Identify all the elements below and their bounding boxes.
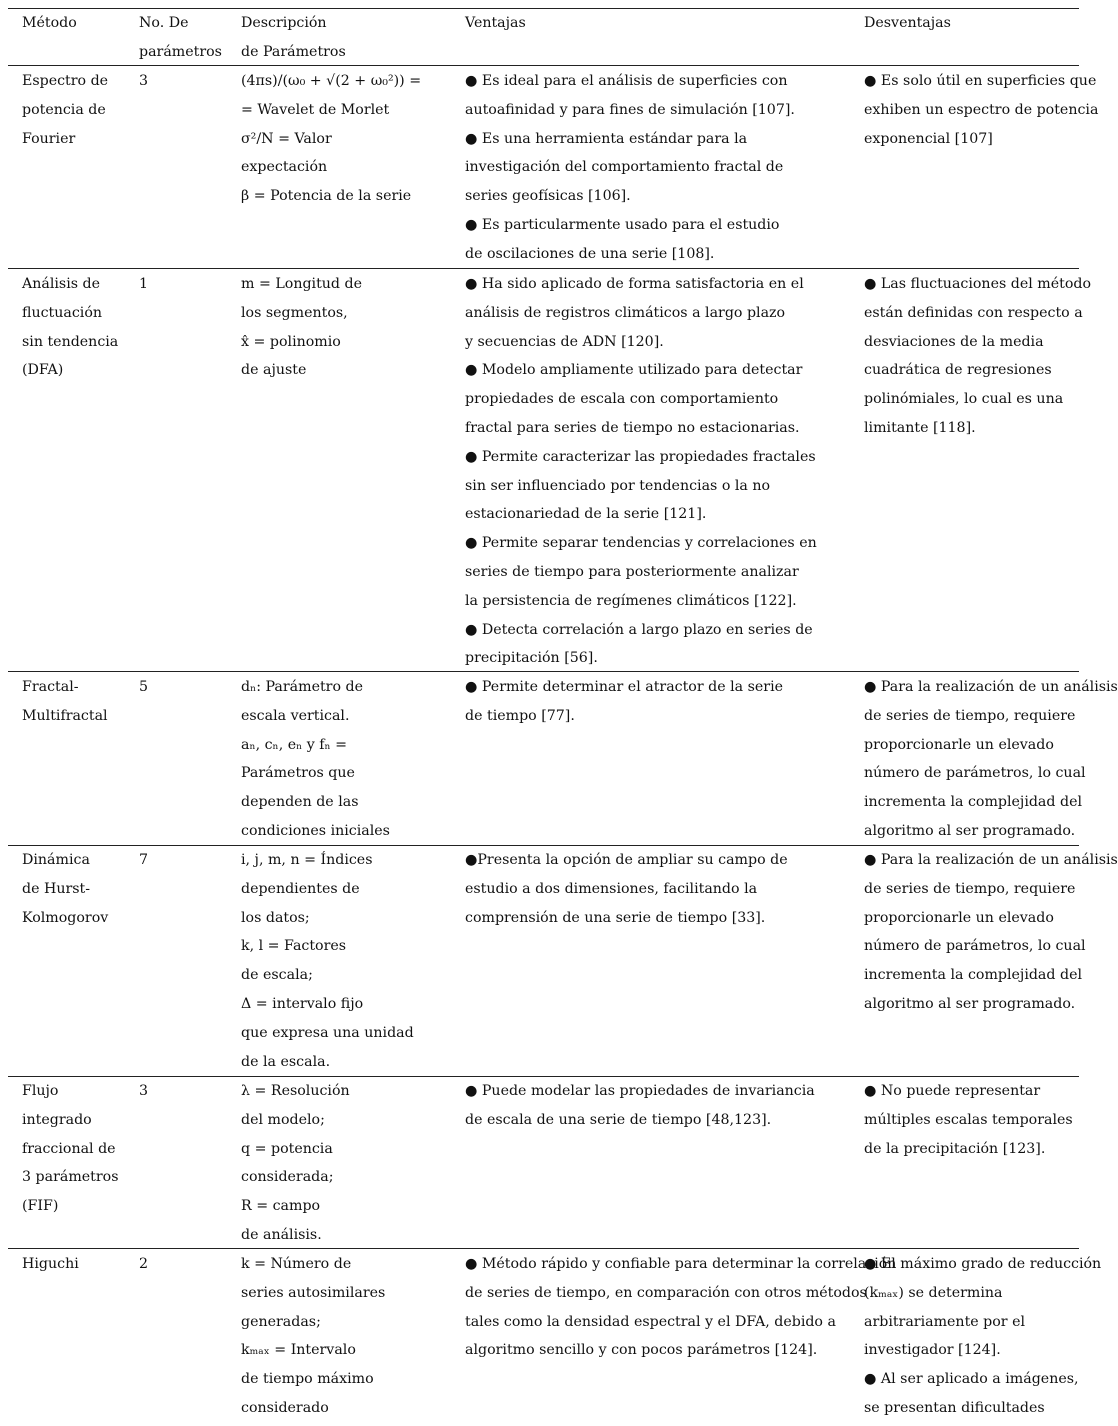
row-fractal-ventajas-line: de tiempo [77].	[465, 707, 575, 724]
row-hurst-desventajas-line: ● Para la realización de un análisis	[864, 852, 1118, 868]
header-desventajas-line: Desventajas	[864, 15, 951, 31]
header-no-parametros	[139, 9, 222, 67]
row-dfa-ventajas-line: series de tiempo para posteriormente analizar	[465, 563, 799, 580]
row-espectro-ventajas-line: ● Es una herramienta estándar para la	[465, 130, 748, 147]
row-dfa-ventajas-line: la persistencia de regímenes climáticos [122].	[465, 592, 797, 609]
row-rule	[8, 671, 1079, 672]
row-higuchi-ventajas-line: tales como la densidad espectral y el DFA, debido a	[465, 1313, 836, 1330]
row-fractal-descripcion-line: Parámetros que	[241, 765, 355, 782]
row-higuchi-desventajas-line: arbitrariamente por el	[864, 1313, 1026, 1330]
row-higuchi-desventajas-line: ● El máximo grado de reducción	[864, 1256, 1102, 1272]
row-hurst-descripcion-line: dependientes de	[241, 880, 360, 897]
row-espectro-descripcion-line: σ²/N = Valor	[241, 130, 332, 147]
row-rule	[8, 1248, 1079, 1249]
row-dfa-descripcion-line: de ajuste	[241, 362, 307, 379]
row-fif-desventajas-line: múltiples escalas temporales	[864, 1111, 1073, 1128]
row-hurst-ventajas-line: comprensión de una serie de tiempo [33].	[465, 909, 766, 926]
row-espectro-desventajas-line: exponencial [107]	[864, 130, 993, 147]
row-higuchi-no-params	[139, 1250, 148, 1279]
row-hurst-metodo	[22, 846, 108, 932]
row-fractal-metodo-line: Fractal-	[22, 679, 79, 695]
row-espectro-desventajas-line: ● Es solo útil en superficies que	[864, 73, 1097, 89]
row-fractal-descripcion	[241, 673, 390, 846]
row-espectro-ventajas-line: de oscilaciones de una serie [108].	[465, 245, 715, 262]
row-hurst-descripcion-line: k, l = Factores	[241, 938, 347, 955]
row-higuchi-descripcion	[241, 1250, 385, 1423]
header-ventajas-line: Ventajas	[465, 15, 526, 31]
row-fractal-descripcion-line: aₙ, cₙ, eₙ y fₙ =	[241, 736, 348, 753]
row-fif-metodo-line: fraccional de	[22, 1140, 116, 1157]
row-higuchi-desventajas-line: ● Al ser aplicado a imágenes,	[864, 1371, 1079, 1388]
row-hurst-descripcion-line: que expresa una unidad	[241, 1024, 414, 1041]
row-dfa-desventajas-line: desviaciones de la media	[864, 333, 1044, 350]
row-dfa-descripcion-line: x̂ = polinomio	[241, 333, 341, 350]
row-fif-metodo-line: integrado	[22, 1111, 92, 1128]
row-dfa-ventajas-line: y secuencias de ADN [120].	[465, 333, 664, 350]
row-dfa-metodo	[22, 270, 118, 385]
row-fractal-descripcion-line: dependen de las	[241, 794, 359, 811]
row-hurst-no-params-line: 7	[139, 852, 149, 868]
row-higuchi-descripcion-line: de tiempo máximo	[241, 1371, 374, 1388]
row-dfa-ventajas-line: estacionariedad de la serie [121].	[465, 506, 707, 523]
row-dfa-ventajas-line: precipitación [56].	[465, 650, 598, 667]
row-fif-ventajas	[465, 1077, 815, 1135]
row-espectro-ventajas-line: investigación del comportamiento fractal de	[465, 159, 784, 176]
row-dfa-desventajas-line: cuadrática de regresiones	[864, 362, 1052, 379]
row-hurst-desventajas-line: incrementa la complejidad del	[864, 967, 1083, 984]
row-dfa-metodo-line: fluctuación	[22, 304, 103, 321]
row-espectro-metodo-line: Fourier	[22, 130, 76, 147]
row-fractal-no-params	[139, 673, 148, 702]
row-espectro-no-params-line: 3	[139, 73, 149, 89]
row-hurst-ventajas	[465, 846, 788, 932]
row-higuchi-desventajas-line: investigador [124].	[864, 1342, 1001, 1359]
row-hurst-descripcion	[241, 846, 414, 1076]
row-fif-ventajas-line: ● Puede modelar las propiedades de invariancia	[465, 1083, 815, 1099]
row-dfa-desventajas-line: limitante [118].	[864, 419, 976, 436]
row-fractal-desventajas-line: de series de tiempo, requiere	[864, 707, 1076, 724]
row-espectro-descripcion-line: (4πs)/(ω₀ + √(2 + ω₀²)) =	[241, 73, 422, 89]
row-fractal-desventajas	[864, 673, 1118, 846]
row-fif-desventajas-line: ● No puede representar	[864, 1083, 1041, 1099]
row-hurst-ventajas-line: estudio a dos dimensiones, facilitando la	[465, 880, 758, 897]
row-espectro-descripcion-line: expectación	[241, 159, 328, 176]
row-dfa-desventajas-line: están definidas con respecto a	[864, 304, 1083, 321]
row-fractal-metodo	[22, 673, 108, 731]
row-espectro-ventajas-line: series geofísicas [106].	[465, 188, 631, 205]
row-dfa-desventajas-line: ● Las fluctuaciones del método	[864, 276, 1091, 292]
row-fif-no-params-line: 3	[139, 1083, 149, 1099]
row-dfa-ventajas-line: ● Modelo ampliamente utilizado para detectar	[465, 362, 803, 379]
header-metodo-line: Método	[22, 15, 77, 31]
row-higuchi-no-params-line: 2	[139, 1256, 149, 1272]
row-fif-no-params	[139, 1077, 148, 1106]
header-ventajas	[465, 9, 526, 38]
row-higuchi-ventajas-line: algoritmo sencillo y con pocos parámetros [124].	[465, 1342, 818, 1359]
row-higuchi-desventajas-line: (kₘₐₓ) se determina	[864, 1284, 1003, 1301]
row-higuchi-ventajas-line: ● Método rápido y confiable para determinar la correlación	[465, 1256, 897, 1272]
row-fif-descripcion	[241, 1077, 350, 1250]
row-fif-ventajas-line: de escala de una serie de tiempo [48,123].	[465, 1111, 772, 1128]
row-dfa-metodo-line: (DFA)	[22, 362, 64, 379]
header-no-parametros-line: No. De	[139, 15, 189, 31]
header-rule	[8, 65, 1079, 66]
row-higuchi-descripcion-line: series autosimilares	[241, 1284, 386, 1301]
header-desventajas	[864, 9, 951, 38]
row-fractal-desventajas-line: número de parámetros, lo cual	[864, 765, 1086, 782]
row-hurst-descripcion-line: de escala;	[241, 967, 313, 984]
row-fractal-descripcion-line: dₙ: Parámetro de	[241, 679, 363, 695]
row-fif-metodo-line: (FIF)	[22, 1198, 59, 1215]
row-fif-desventajas-line: de la precipitación [123].	[864, 1140, 1046, 1157]
header-descripcion-line: Descripción	[241, 15, 327, 31]
row-hurst-no-params	[139, 846, 148, 875]
row-hurst-desventajas	[864, 846, 1118, 1019]
row-fractal-metodo-line: Multifractal	[22, 707, 108, 724]
row-higuchi-descripcion-line: generadas;	[241, 1313, 321, 1330]
row-dfa-desventajas-line: polinómiales, lo cual es una	[864, 391, 1064, 408]
row-espectro-descripcion-line: = Wavelet de Morlet	[241, 101, 390, 118]
row-fractal-descripcion-line: escala vertical.	[241, 707, 350, 724]
row-hurst-desventajas-line: algoritmo al ser programado.	[864, 995, 1076, 1012]
row-dfa-ventajas	[465, 270, 817, 673]
row-higuchi-metodo	[22, 1250, 79, 1279]
row-hurst-descripcion-line: i, j, m, n = Índices	[241, 852, 373, 868]
row-higuchi-desventajas-line: se presentan dificultades	[864, 1399, 1045, 1416]
row-hurst-descripcion-line: de la escala.	[241, 1053, 331, 1070]
row-hurst-metodo-line: Dinámica	[22, 852, 90, 868]
row-dfa-desventajas	[864, 270, 1091, 443]
row-fractal-descripcion-line: condiciones iniciales	[241, 822, 390, 839]
row-espectro-descripcion	[241, 67, 421, 211]
row-fif-descripcion-line: de análisis.	[241, 1226, 322, 1243]
header-descripcion-line: de Parámetros	[241, 43, 346, 60]
row-higuchi-descripcion-line: k = Número de	[241, 1256, 352, 1272]
row-hurst-metodo-line: Kolmogorov	[22, 909, 109, 926]
row-dfa-metodo-line: Análisis de	[22, 276, 101, 292]
row-espectro-metodo-line: Espectro de	[22, 73, 109, 89]
row-fractal-desventajas-line: proporcionarle un elevado	[864, 736, 1054, 753]
row-fif-descripcion-line: considerada;	[241, 1169, 334, 1186]
row-fif-metodo-line: Flujo	[22, 1083, 59, 1099]
row-espectro-descripcion-line: β = Potencia de la serie	[241, 188, 412, 205]
row-espectro-no-params	[139, 67, 148, 96]
row-dfa-no-params	[139, 270, 148, 299]
row-higuchi-ventajas	[465, 1250, 896, 1365]
row-dfa-ventajas-line: fractal para series de tiempo no estacionarias.	[465, 419, 800, 436]
row-fif-metodo-line: 3 parámetros	[22, 1169, 119, 1186]
row-hurst-desventajas-line: número de parámetros, lo cual	[864, 938, 1086, 955]
header-no-parametros-line: parámetros	[139, 43, 222, 60]
row-hurst-desventajas-line: de series de tiempo, requiere	[864, 880, 1076, 897]
row-hurst-metodo-line: de Hurst-	[22, 880, 91, 897]
row-fractal-desventajas-line: incrementa la complejidad del	[864, 794, 1083, 811]
row-espectro-metodo-line: potencia de	[22, 101, 106, 118]
header-descripcion	[241, 9, 346, 67]
row-fif-metodo	[22, 1077, 118, 1221]
row-fractal-desventajas-line: algoritmo al ser programado.	[864, 822, 1076, 839]
row-dfa-ventajas-line: propiedades de escala con comportamiento	[465, 391, 779, 408]
row-higuchi-metodo-line: Higuchi	[22, 1256, 79, 1272]
row-dfa-ventajas-line: ● Permite separar tendencias y correlaciones en	[465, 535, 817, 552]
row-dfa-ventajas-line: ● Ha sido aplicado de forma satisfactoria en el	[465, 276, 804, 292]
row-dfa-no-params-line: 1	[139, 276, 149, 292]
header-metodo	[22, 9, 77, 38]
row-dfa-metodo-line: sin tendencia	[22, 333, 119, 350]
row-espectro-desventajas-line: exhiben un espectro de potencia	[864, 101, 1099, 118]
row-hurst-ventajas-line: ●Presenta la opción de ampliar su campo de	[465, 852, 788, 868]
row-dfa-descripcion	[241, 270, 362, 385]
row-espectro-metodo	[22, 67, 108, 153]
row-rule	[8, 268, 1079, 269]
row-espectro-ventajas-line: ● Es particularmente usado para el estudio	[465, 216, 780, 233]
row-fif-descripcion-line: del modelo;	[241, 1111, 325, 1128]
row-fif-descripcion-line: λ = Resolución	[241, 1083, 350, 1099]
row-fractal-desventajas-line: ● Para la realización de un análisis	[864, 679, 1118, 695]
row-hurst-descripcion-line: los datos;	[241, 909, 310, 926]
row-dfa-ventajas-line: sin ser influenciado por tendencias o la no	[465, 477, 771, 494]
row-higuchi-descripcion-line: considerado	[241, 1399, 329, 1416]
row-dfa-ventajas-line: análisis de registros climáticos a largo plazo	[465, 304, 786, 321]
row-hurst-descripcion-line: Δ = intervalo fijo	[241, 995, 364, 1012]
row-fractal-ventajas	[465, 673, 783, 731]
row-espectro-ventajas-line: autoafinidad y para fines de simulación [107].	[465, 101, 795, 118]
row-espectro-desventajas	[864, 67, 1098, 153]
row-espectro-ventajas-line: ● Es ideal para el análisis de superficies con	[465, 73, 788, 89]
row-fractal-no-params-line: 5	[139, 679, 149, 695]
row-dfa-descripcion-line: los segmentos,	[241, 304, 348, 321]
row-fif-desventajas	[864, 1077, 1073, 1163]
row-higuchi-ventajas-line: de series de tiempo, en comparación con otros métodos	[465, 1284, 867, 1301]
row-hurst-desventajas-line: proporcionarle un elevado	[864, 909, 1054, 926]
row-fif-descripcion-line: q = potencia	[241, 1140, 333, 1157]
row-dfa-ventajas-line: ● Detecta correlación a largo plazo en series de	[465, 621, 813, 638]
row-higuchi-desventajas	[864, 1250, 1101, 1423]
row-fif-descripcion-line: R = campo	[241, 1198, 321, 1215]
row-higuchi-descripcion-line: kₘₐₓ = Intervalo	[241, 1342, 356, 1359]
row-fractal-ventajas-line: ● Permite determinar el atractor de la serie	[465, 679, 784, 695]
row-espectro-ventajas	[465, 67, 795, 269]
row-dfa-descripcion-line: m = Longitud de	[241, 276, 362, 292]
row-dfa-ventajas-line: ● Permite caracterizar las propiedades fractales	[465, 448, 816, 465]
